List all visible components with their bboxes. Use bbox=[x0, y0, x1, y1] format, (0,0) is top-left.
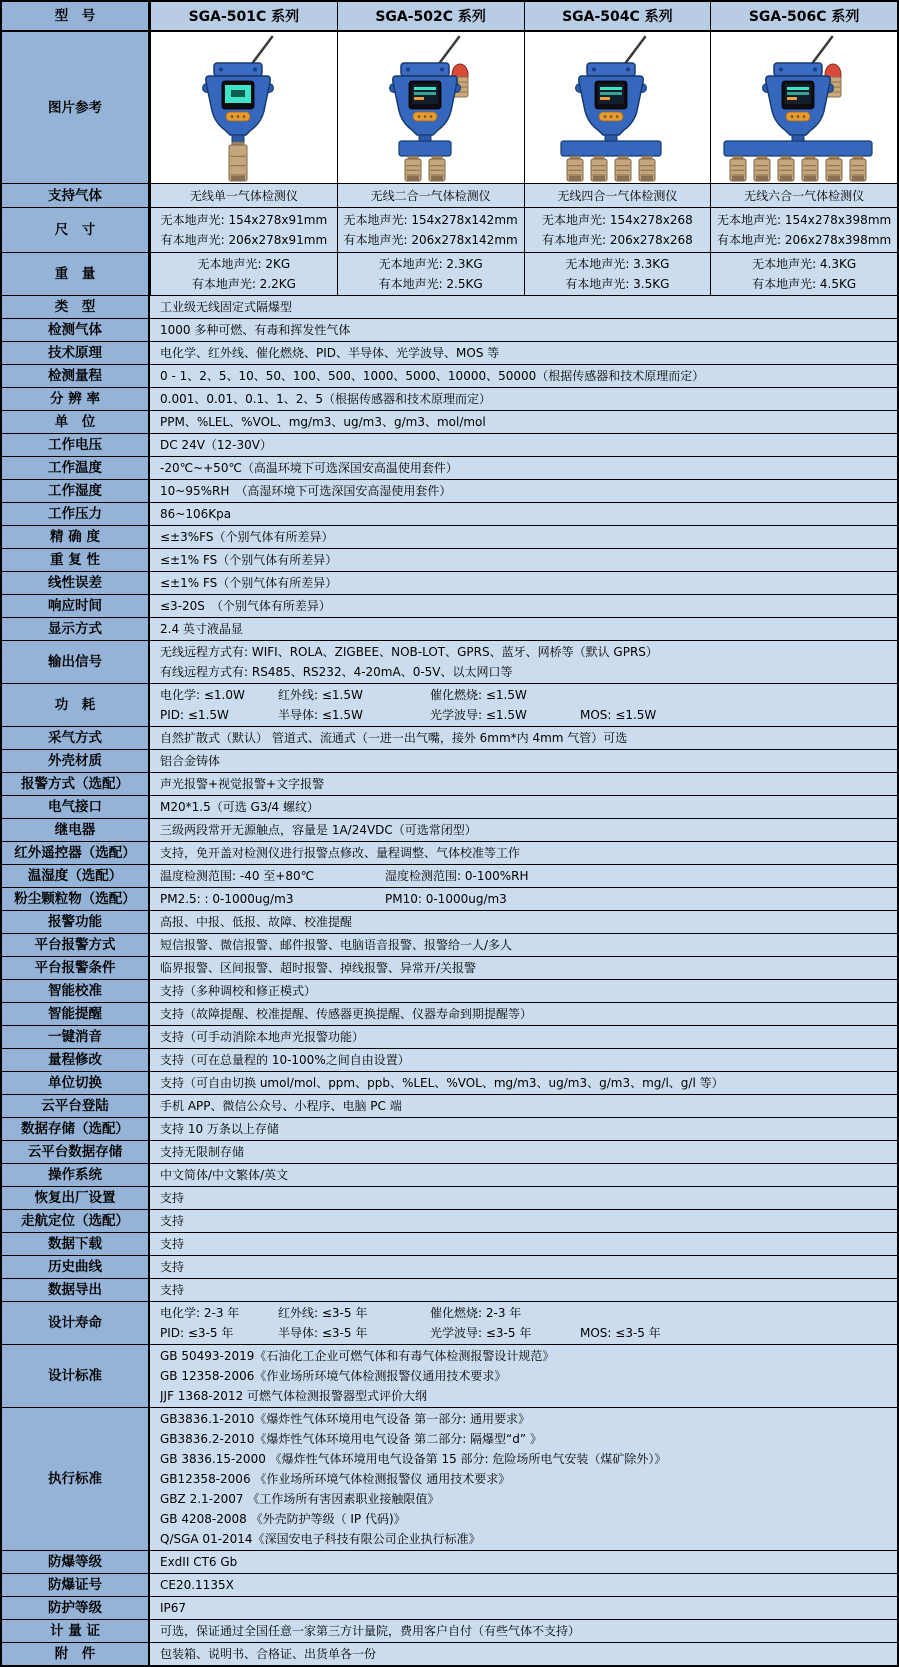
spec-row-label: 工作温度 bbox=[2, 457, 150, 479]
spec-value-segment: PM2.5: : 0-1000ug/m3 bbox=[160, 892, 294, 906]
spec-row-label: 显示方式 bbox=[2, 618, 150, 640]
spec-row bbox=[2, 1210, 897, 1233]
spec-row bbox=[2, 1302, 897, 1345]
spec-value-line: PPM、%LEL、%VOL、mg/m3、ug/m3、g/m3、mol/mol bbox=[160, 415, 486, 429]
spec-row-value bbox=[150, 1643, 897, 1665]
spec-value-line: 0 - 1、2、5、10、50、100、500、1000、5000、10000、50000（根据传感器和技术原理而定） bbox=[160, 369, 705, 383]
spec-row-value bbox=[150, 549, 897, 571]
spec-row-value bbox=[150, 750, 897, 772]
spec-row-value bbox=[150, 911, 897, 933]
spec-value-line: GB 3836.15-2000 《爆炸性气体环境用电气设备第 15 部分: 危险场所电气安装（煤矿除外）》 bbox=[160, 1452, 667, 1466]
model-header-row bbox=[2, 2, 897, 32]
size-line: 有本地声光: 206x278x268 bbox=[541, 233, 693, 248]
spec-value-line bbox=[160, 685, 891, 705]
spec-row-value bbox=[150, 957, 897, 979]
spec-row-label: 智能校准 bbox=[2, 980, 150, 1002]
spec-value-line: 无线远程方式有: WIFI、ROLA、ZIGBEE、NOB-LOT、GPRS、蓝牙、网桥等（默认 GPRS） bbox=[160, 645, 658, 659]
size-value bbox=[337, 208, 524, 252]
spec-row-label: 计 量 证 bbox=[2, 1620, 150, 1642]
supported-gas-row bbox=[2, 184, 897, 208]
spec-row-label: 红外遥控器（选配） bbox=[2, 842, 150, 864]
spec-row-label: 报警方式（选配） bbox=[2, 773, 150, 795]
spec-row-label: 分 辨 率 bbox=[2, 388, 150, 410]
product-image-row bbox=[2, 32, 897, 184]
spec-value-line: 有线远程方式有: RS485、RS232、4-20mA、0-5V、以太网口等 bbox=[160, 665, 513, 679]
spec-row-value bbox=[150, 1118, 897, 1140]
spec-row bbox=[2, 503, 897, 526]
spec-row-value bbox=[150, 1256, 897, 1278]
spec-value-line: GB 50493-2019《石油化工企业可燃气体和有毒气体检测报警设计规范》 bbox=[160, 1349, 555, 1363]
weight-value bbox=[710, 253, 897, 295]
spec-row-value bbox=[150, 503, 897, 525]
spec-row bbox=[2, 1164, 897, 1187]
gas-value-text: 无线二合一气体检测仪 bbox=[370, 188, 491, 203]
spec-value-segment: 温度检测范围: -40 至+80℃ bbox=[160, 869, 315, 883]
spec-row-value bbox=[150, 684, 897, 726]
weight-line: 无本地声光: 2.3KG bbox=[378, 257, 483, 271]
spec-row bbox=[2, 1026, 897, 1049]
spec-row bbox=[2, 595, 897, 618]
spec-value-line: 支持（多种调校和修正模式） bbox=[160, 984, 317, 998]
weight-row-label: 重 量 bbox=[2, 253, 150, 295]
spec-row bbox=[2, 1643, 897, 1665]
spec-value-line: 工业级无线固定式隔爆型 bbox=[160, 300, 293, 314]
spec-row-label: 继电器 bbox=[2, 819, 150, 841]
spec-row-label: 输出信号 bbox=[2, 641, 150, 683]
spec-value-line: GB 12358-2006《作业场所环境气体检测报警仪通用技术要求》 bbox=[160, 1369, 507, 1383]
spec-row-value bbox=[150, 1302, 897, 1344]
spec-row-label: 智能提醒 bbox=[2, 1003, 150, 1025]
spec-row-value bbox=[150, 1187, 897, 1209]
supported-gas-value bbox=[524, 184, 711, 207]
spec-row-value bbox=[150, 1210, 897, 1232]
spec-row bbox=[2, 842, 897, 865]
spec-value-line: 支持（故障提醒、校准提醒、传感器更换提醒、仪器寿命到期提醒等） bbox=[160, 1007, 533, 1021]
size-line: 有本地声光: 206x278x91mm bbox=[160, 233, 328, 248]
spec-value-line: 支持 10 万条以上存储 bbox=[160, 1122, 279, 1136]
spec-row-value bbox=[150, 842, 897, 864]
spec-value-line: 0.001、0.01、0.1、1、2、5（根据传感器和技术原理而定） bbox=[160, 392, 492, 406]
spec-value-segment: PM10: 0-1000ug/m3 bbox=[385, 892, 507, 906]
spec-row-value bbox=[150, 1551, 897, 1573]
spec-row-value bbox=[150, 934, 897, 956]
spec-row bbox=[2, 865, 897, 888]
spec-row bbox=[2, 980, 897, 1003]
spec-value-line: 电化学、红外线、催化燃烧、PID、半导体、光学波导、MOS 等 bbox=[160, 346, 500, 360]
spec-row-value bbox=[150, 480, 897, 502]
spec-row-label: 类 型 bbox=[2, 296, 150, 318]
spec-value-line: 2.4 英寸液晶显 bbox=[160, 622, 243, 636]
spec-row bbox=[2, 1141, 897, 1164]
spec-value-line: 支持 bbox=[160, 1283, 185, 1297]
weight-line: 有本地声光: 2.5KG bbox=[378, 277, 483, 291]
weight-line: 有本地声光: 4.5KG bbox=[752, 277, 857, 291]
spec-row bbox=[2, 1345, 897, 1408]
spec-value-line: JJF 1368-2012 可燃气体检测报警器型式评价大纲 bbox=[160, 1389, 428, 1403]
spec-value-line: 1000 多种可燃、有毒和挥发性气体 bbox=[160, 323, 351, 337]
product-image-sga-502c bbox=[337, 32, 524, 183]
spec-row-value bbox=[150, 296, 897, 318]
spec-row-label: 走航定位（选配） bbox=[2, 1210, 150, 1232]
spec-row-value bbox=[150, 1026, 897, 1048]
spec-row-value bbox=[150, 641, 897, 683]
spec-value-line: GB3836.1-2010《爆炸性气体环境用电气设备 第一部分: 通用要求》 bbox=[160, 1412, 531, 1426]
size-line: 有本地声光: 206x278x398mm bbox=[717, 233, 892, 248]
spec-value-line: GB3836.2-2010《爆炸性气体环境用电气设备 第二部分: 隔爆型“d” 》 bbox=[160, 1432, 542, 1446]
spec-row-value bbox=[150, 819, 897, 841]
spec-row-label: 执行标准 bbox=[2, 1408, 150, 1550]
product-image-sga-506c bbox=[710, 32, 897, 183]
spec-row bbox=[2, 1233, 897, 1256]
spec-row bbox=[2, 796, 897, 819]
spec-row-label: 单位切换 bbox=[2, 1072, 150, 1094]
spec-value-line bbox=[160, 866, 891, 886]
spec-row-value bbox=[150, 888, 897, 910]
spec-row-label: 云平台登陆 bbox=[2, 1095, 150, 1117]
spec-row-value bbox=[150, 1597, 897, 1619]
size-line: 无本地声光: 154x278x268 bbox=[541, 212, 693, 227]
spec-row-value bbox=[150, 595, 897, 617]
spec-value-line: 短信报警、微信报警、邮件报警、电脑语音报警、报警给一人/多人 bbox=[160, 938, 513, 952]
spec-row-value bbox=[150, 1095, 897, 1117]
spec-value-segment: 光学波导: ≤1.5W bbox=[430, 708, 527, 722]
spec-row-label: 工作压力 bbox=[2, 503, 150, 525]
spec-row bbox=[2, 888, 897, 911]
spec-value-line: GB12358-2006 《作业场所环境气体检测报警仪 通用技术要求》 bbox=[160, 1472, 511, 1486]
spec-value-line: 声光报警+视觉报警+文字报警 bbox=[160, 777, 325, 791]
spec-value-line: GBZ 2.1-2007 《工作场所有害因素职业接触限值》 bbox=[160, 1492, 440, 1506]
spec-value-segment: 催化燃烧: 2-3 年 bbox=[430, 1306, 522, 1320]
spec-value-line: ≤±3%FS（个别气体有所差异） bbox=[160, 530, 334, 544]
spec-value-segment: 红外线: ≤1.5W bbox=[278, 688, 363, 702]
spec-row bbox=[2, 342, 897, 365]
spec-row-value bbox=[150, 388, 897, 410]
product-device-graphic bbox=[156, 33, 332, 183]
spec-value-line: 可选，保证通过全国任意一家第三方计量院，费用客户自付（有些气体不支持） bbox=[160, 1624, 581, 1638]
spec-row-label: 技术原理 bbox=[2, 342, 150, 364]
spec-row-value bbox=[150, 618, 897, 640]
spec-row bbox=[2, 1072, 897, 1095]
spec-row-value bbox=[150, 1574, 897, 1596]
product-image-row-label: 图片参考 bbox=[2, 32, 150, 183]
spec-value-line: IP67 bbox=[160, 1601, 187, 1615]
spec-value-line: 支持 bbox=[160, 1260, 185, 1274]
spec-row-label: 响应时间 bbox=[2, 595, 150, 617]
size-line: 无本地声光: 154x278x398mm bbox=[717, 212, 892, 227]
spec-row bbox=[2, 1597, 897, 1620]
spec-row-label: 粉尘颗粒物（选配） bbox=[2, 888, 150, 910]
model-header-label: 型 号 bbox=[2, 2, 150, 30]
product-device-graphic bbox=[716, 33, 892, 183]
spec-value-line: 自然扩散式（默认） 管道式、流通式（一进一出气嘴，接外 6mm*内 4mm 气管）可选 bbox=[160, 731, 628, 745]
spec-row-label: 操作系统 bbox=[2, 1164, 150, 1186]
spec-row-label: 平台报警条件 bbox=[2, 957, 150, 979]
weight-line: 无本地声光: 2KG bbox=[197, 257, 291, 271]
spec-row-label: 外壳材质 bbox=[2, 750, 150, 772]
spec-row bbox=[2, 1003, 897, 1026]
spec-row bbox=[2, 684, 897, 727]
spec-row-value bbox=[150, 342, 897, 364]
spec-value-line: -20℃~+50℃（高温环境下可选深国安高温使用套件） bbox=[160, 461, 458, 475]
spec-row-value bbox=[150, 1279, 897, 1301]
spec-row-label: 报警功能 bbox=[2, 911, 150, 933]
spec-value-segment: 催化燃烧: ≤1.5W bbox=[430, 688, 527, 702]
spec-row-label: 一键消音 bbox=[2, 1026, 150, 1048]
spec-value-line: Q/SGA 01-2014《深国安电子科技有限公司企业执行标准》 bbox=[160, 1532, 481, 1546]
spec-value-line: ExdII CT6 Gb bbox=[160, 1555, 238, 1569]
spec-row-label: 工作电压 bbox=[2, 434, 150, 456]
spec-row-label: 云平台数据存储 bbox=[2, 1141, 150, 1163]
spec-row-value bbox=[150, 572, 897, 594]
spec-value-line bbox=[160, 889, 891, 909]
spec-row-value bbox=[150, 319, 897, 341]
model-header-sga-506c: SGA-506C 系列 bbox=[710, 2, 897, 30]
spec-row bbox=[2, 1620, 897, 1643]
size-line: 无本地声光: 154x278x91mm bbox=[160, 212, 328, 227]
spec-row bbox=[2, 1095, 897, 1118]
spec-value-segment: 半导体: ≤3-5 年 bbox=[278, 1326, 368, 1340]
spec-row-label: 数据存储（选配） bbox=[2, 1118, 150, 1140]
spec-row bbox=[2, 388, 897, 411]
spec-value-line: 10~95%RH （高湿环境下可选深国安高湿使用套件） bbox=[160, 484, 452, 498]
spec-value-line: 临界报警、区间报警、超时报警、掉线报警、异常开/关报警 bbox=[160, 961, 477, 975]
spec-row-label: 单 位 bbox=[2, 411, 150, 433]
spec-row-value bbox=[150, 457, 897, 479]
spec-row-value bbox=[150, 1141, 897, 1163]
spec-row bbox=[2, 1256, 897, 1279]
spec-row bbox=[2, 957, 897, 980]
spec-value-line: 86~106Kpa bbox=[160, 507, 232, 521]
spec-row-label: 电气接口 bbox=[2, 796, 150, 818]
spec-value-line: 铝合金铸体 bbox=[160, 754, 221, 768]
spec-row bbox=[2, 319, 897, 342]
spec-value-line: M20*1.5（可选 G3/4 螺纹） bbox=[160, 800, 319, 814]
spec-value-line: 支持，免开盖对检测仪进行报警点修改、量程调整、气体校准等工作 bbox=[160, 846, 521, 860]
spec-value-line: 支持无限制存储 bbox=[160, 1145, 245, 1159]
spec-value-line: 包装箱、说明书、合格证、出货单各一份 bbox=[160, 1647, 377, 1661]
spec-row-label: 重 复 性 bbox=[2, 549, 150, 571]
spec-value-line bbox=[160, 705, 891, 725]
spec-row-value bbox=[150, 773, 897, 795]
supported-gas-value bbox=[710, 184, 897, 207]
spec-row-value bbox=[150, 865, 897, 887]
spec-row-label: 防爆等级 bbox=[2, 1551, 150, 1573]
spec-row bbox=[2, 411, 897, 434]
gas-value-text: 无线单一气体检测仪 bbox=[189, 188, 298, 203]
spec-row-label: 数据下载 bbox=[2, 1233, 150, 1255]
spec-row bbox=[2, 549, 897, 572]
size-row bbox=[2, 208, 897, 253]
spec-row-label: 检测气体 bbox=[2, 319, 150, 341]
spec-row bbox=[2, 365, 897, 388]
spec-row-label: 历史曲线 bbox=[2, 1256, 150, 1278]
spec-value-line: 支持（可在总量程的 10-100%之间自由设置） bbox=[160, 1053, 410, 1067]
spec-row bbox=[2, 572, 897, 595]
spec-value-line: 手机 APP、微信公众号、小程序、电脑 PC 端 bbox=[160, 1099, 402, 1113]
spec-row-value bbox=[150, 980, 897, 1002]
spec-value-segment: 电化学: 2-3 年 bbox=[160, 1306, 240, 1320]
spec-row bbox=[2, 727, 897, 750]
spec-row bbox=[2, 1408, 897, 1551]
spec-row bbox=[2, 1049, 897, 1072]
spec-row bbox=[2, 526, 897, 549]
spec-row-label: 数据导出 bbox=[2, 1279, 150, 1301]
spec-value-line: ≤±1% FS（个别气体有所差异） bbox=[160, 576, 338, 590]
spec-row-label: 设计标准 bbox=[2, 1345, 150, 1407]
spec-value-line: 支持 bbox=[160, 1214, 185, 1228]
spec-row-value bbox=[150, 526, 897, 548]
spec-row-value bbox=[150, 1620, 897, 1642]
size-value bbox=[150, 208, 337, 252]
spec-row-value bbox=[150, 1233, 897, 1255]
spec-row bbox=[2, 1551, 897, 1574]
spec-row bbox=[2, 1118, 897, 1141]
spec-value-segment: 半导体: ≤1.5W bbox=[278, 708, 363, 722]
spec-row bbox=[2, 434, 897, 457]
spec-value-segment: PID: ≤3-5 年 bbox=[160, 1326, 234, 1340]
model-header-sga-501c: SGA-501C 系列 bbox=[150, 2, 337, 30]
weight-line: 有本地声光: 2.2KG bbox=[191, 277, 296, 291]
spec-value-line: 高报、中报、低报、故障、校准提醒 bbox=[160, 915, 353, 929]
spec-row bbox=[2, 618, 897, 641]
gas-value-text: 无线六合一气体检测仪 bbox=[744, 188, 865, 203]
spec-row-label: 精 确 度 bbox=[2, 526, 150, 548]
model-header-sga-504c: SGA-504C 系列 bbox=[524, 2, 711, 30]
spec-row-label: 设计寿命 bbox=[2, 1302, 150, 1344]
spec-row-label: 防爆证号 bbox=[2, 1574, 150, 1596]
weight-value bbox=[524, 253, 711, 295]
size-line: 无本地声光: 154x278x142mm bbox=[343, 212, 518, 227]
spec-row bbox=[2, 296, 897, 319]
spec-value-line: CE20.1135X bbox=[160, 1578, 234, 1592]
spec-value-line: ≤±1% FS（个别气体有所差异） bbox=[160, 553, 338, 567]
size-line: 有本地声光: 206x278x142mm bbox=[343, 233, 518, 248]
spec-row bbox=[2, 934, 897, 957]
spec-row-label: 附 件 bbox=[2, 1643, 150, 1665]
gas-value-text: 无线四合一气体检测仪 bbox=[557, 188, 678, 203]
weight-value bbox=[150, 253, 337, 295]
weight-line: 无本地声光: 3.3KG bbox=[565, 257, 670, 271]
spec-value-segment: 湿度检测范围: 0-100%RH bbox=[385, 869, 529, 883]
spec-row bbox=[2, 1574, 897, 1597]
spec-row-value bbox=[150, 1408, 897, 1550]
spec-value-line: 支持（可手动消除本地声光报警功能） bbox=[160, 1030, 365, 1044]
spec-row-value bbox=[150, 1164, 897, 1186]
spec-row-label: 采气方式 bbox=[2, 727, 150, 749]
spec-row-value bbox=[150, 434, 897, 456]
spec-value-line: 支持 bbox=[160, 1237, 185, 1251]
spec-row-value bbox=[150, 1072, 897, 1094]
weight-row bbox=[2, 253, 897, 296]
spec-value-line: 支持 bbox=[160, 1191, 185, 1205]
spec-row bbox=[2, 911, 897, 934]
spec-row bbox=[2, 641, 897, 684]
spec-value-line: 三级两段常开无源触点，容量是 1A/24VDC（可选常闭型） bbox=[160, 823, 477, 837]
spec-row bbox=[2, 480, 897, 503]
spec-row-value bbox=[150, 365, 897, 387]
spec-row bbox=[2, 773, 897, 796]
spec-row-label: 线性误差 bbox=[2, 572, 150, 594]
spec-row bbox=[2, 819, 897, 842]
spec-value-segment: 光学波导: ≤3-5 年 bbox=[430, 1326, 532, 1340]
model-header-sga-502c: SGA-502C 系列 bbox=[337, 2, 524, 30]
spec-row bbox=[2, 1187, 897, 1210]
spec-value-segment: MOS: ≤3-5 年 bbox=[580, 1326, 661, 1340]
spec-row-value bbox=[150, 727, 897, 749]
spec-row-value bbox=[150, 1049, 897, 1071]
spec-value-line: GB 4208-2008 《外壳防护等级（ IP 代码)》 bbox=[160, 1512, 406, 1526]
spec-row-label: 检测量程 bbox=[2, 365, 150, 387]
spec-row-label: 温湿度（选配） bbox=[2, 865, 150, 887]
weight-value bbox=[337, 253, 524, 295]
spec-value-segment: MOS: ≤1.5W bbox=[580, 708, 657, 722]
spec-row bbox=[2, 1279, 897, 1302]
spec-row-value bbox=[150, 796, 897, 818]
spec-row-label: 工作湿度 bbox=[2, 480, 150, 502]
spec-value-segment: PID: ≤1.5W bbox=[160, 708, 229, 722]
product-image-sga-504c bbox=[524, 32, 711, 183]
spec-value-line: ≤3-20S （个别气体有所差异） bbox=[160, 599, 331, 613]
spec-value-segment: 电化学: ≤1.0W bbox=[160, 688, 245, 702]
spec-row-label: 恢复出厂设置 bbox=[2, 1187, 150, 1209]
product-device-graphic bbox=[343, 33, 519, 183]
spec-value-line bbox=[160, 1323, 891, 1343]
spec-row-label: 防护等级 bbox=[2, 1597, 150, 1619]
supported-gas-value bbox=[150, 184, 337, 207]
supported-gas-value bbox=[337, 184, 524, 207]
weight-line: 无本地声光: 4.3KG bbox=[752, 257, 857, 271]
spec-row-value bbox=[150, 1003, 897, 1025]
spec-row-label: 量程修改 bbox=[2, 1049, 150, 1071]
size-row-label: 尺 寸 bbox=[2, 208, 150, 252]
spec-row-value bbox=[150, 411, 897, 433]
spec-row bbox=[2, 457, 897, 480]
spec-value-line: 支持（可自由切换 umol/mol、ppm、ppb、%LEL、%VOL、mg/m3、ug/m3、g/m3、mg/l、g/l 等） bbox=[160, 1076, 724, 1090]
spec-rows-container bbox=[2, 296, 897, 1665]
size-value bbox=[524, 208, 711, 252]
spec-value-line: DC 24V（12-30V） bbox=[160, 438, 272, 452]
spec-value-line: 中文简体/中文繁体/英文 bbox=[160, 1168, 289, 1182]
weight-line: 有本地声光: 3.5KG bbox=[565, 277, 670, 291]
spec-row-label: 功 耗 bbox=[2, 684, 150, 726]
spec-row-value bbox=[150, 1345, 897, 1407]
spec-value-segment: 红外线: ≤3-5 年 bbox=[278, 1306, 368, 1320]
product-image-sga-501c bbox=[150, 32, 337, 183]
product-device-graphic bbox=[529, 33, 705, 183]
spec-value-line bbox=[160, 1303, 891, 1323]
size-value bbox=[710, 208, 897, 252]
spec-row-label: 平台报警方式 bbox=[2, 934, 150, 956]
supported-gas-label: 支持气体 bbox=[2, 184, 150, 207]
spec-row bbox=[2, 750, 897, 773]
